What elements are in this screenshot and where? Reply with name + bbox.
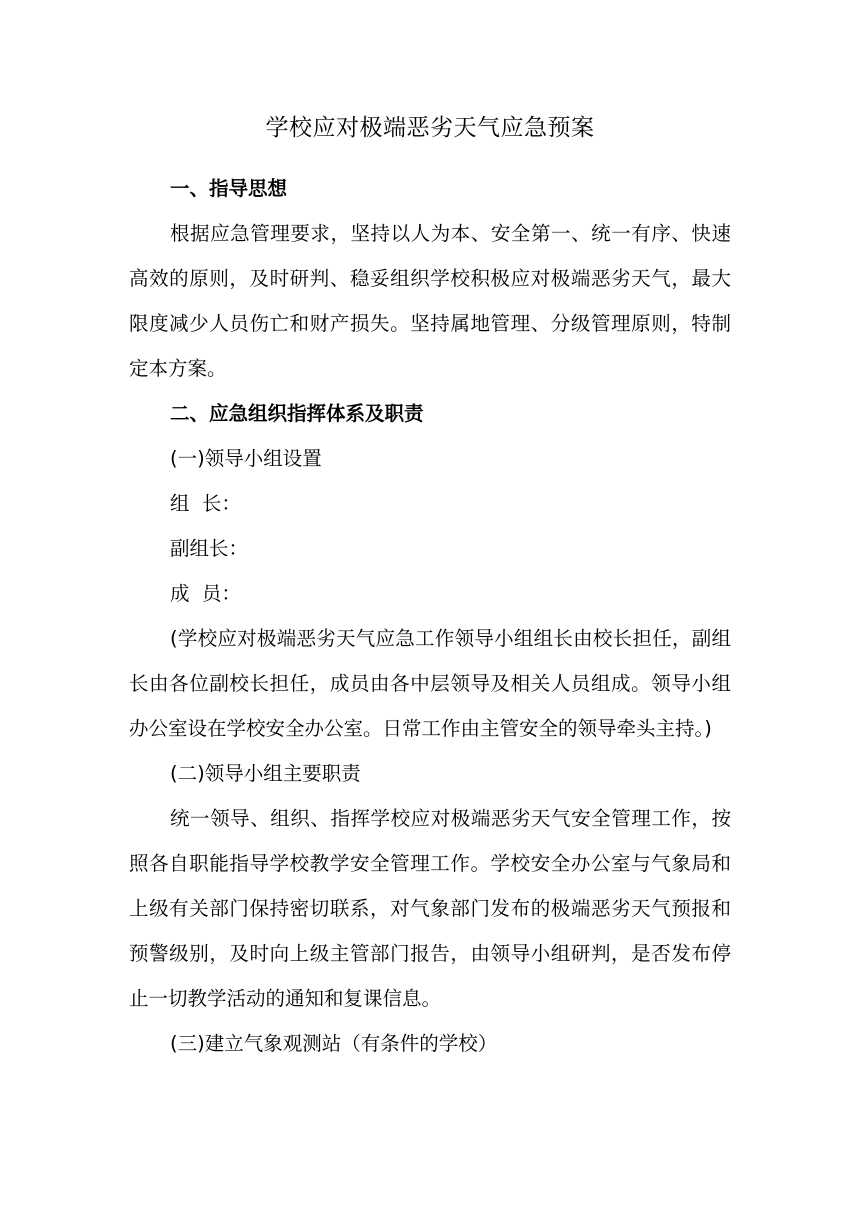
field-members: 成 员： [170,582,241,605]
paragraph-guiding-principle: 根据应急管理要求，坚持以人为本、安全第一、统一有序、快速高效的原则，及时研判、稳妥组织学校积极应对极端恶劣天气，最大限度减少人员伤亡和财产损失。坚持属地管理、分级管理原则，特制定本方案。 [129,222,731,380]
subheading-weather-station: (三)建立气象观测站（有条件的学校） [170,1032,498,1055]
paragraph-leadership-note: (学校应对极端恶劣天气应急工作领导小组组长由校长担任，副组长由各位副校长担任，成员由各中层领导及相关人员组成。领导小组办公室设在学校安全办公室。日常工作由主管安全的领导牵头主持。) [129,627,731,740]
subheading-leadership-group: (一)领导小组设置 [170,447,322,470]
document-body [129,166,731,1066]
field-group-leader: 组 长： [170,492,241,515]
field-deputy-leader: 副组长： [170,537,249,560]
section-heading-organization: 二、应急组织指挥体系及职责 [170,402,424,425]
document-title: 学校应对极端恶劣天气应急预案 [265,115,595,141]
paragraph-group-duties: 统一领导、组织、指挥学校应对极端恶劣天气安全管理工作，按照各自职能指导学校教学安全管理工作。学校安全办公室与气象局和上级有关部门保持密切联系，对气象部门发布的极端恶劣天气预报和预警级别，及时向上级主管部门报告，由领导小组研判，是否发布停止一切教学活动的通知和复课信息。 [129,807,731,1010]
subheading-group-duties: (二)领导小组主要职责 [170,762,361,785]
section-heading-guiding-principle: 一、指导思想 [170,177,288,200]
